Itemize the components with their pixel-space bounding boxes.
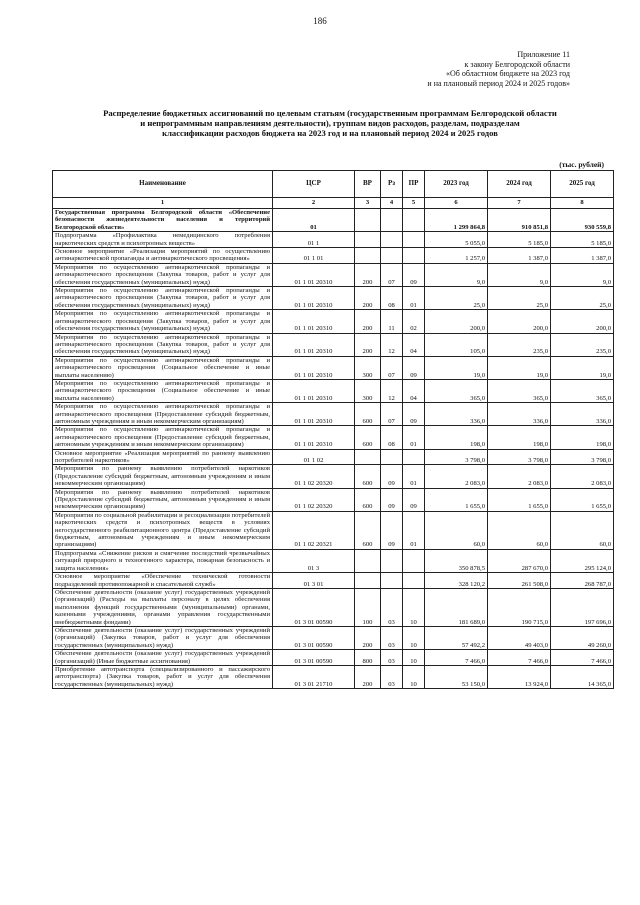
cell-vr: 600 — [355, 465, 381, 488]
cell-csr: 01 1 02 20320 — [273, 488, 355, 511]
cell-2024: 49 403,0 — [488, 626, 551, 649]
cell-vr: 200 — [355, 665, 381, 688]
table-row — [53, 588, 614, 626]
cell-name: Мероприятия по осуществлению антинаркотической пропаганды и антинаркотического просвещения (Предоставление субсидий бюджетным, автономным учреждениям и иным некоммерческим организациям) — [53, 426, 273, 449]
cell-2023: 1 299 864,8 — [425, 209, 488, 232]
cell-2025: 198,0 — [551, 426, 614, 449]
column-number: 2 — [273, 198, 355, 209]
cell-2024: 19,0 — [488, 356, 551, 379]
appendix-line: и на плановый период 2024 и 2025 годов» — [427, 78, 570, 88]
cell-2025: 235,0 — [551, 333, 614, 356]
table-row — [53, 449, 614, 465]
cell-2025: 1 387,0 — [551, 248, 614, 264]
cell-2024: 9,0 — [488, 263, 551, 286]
cell-csr: 01 3 01 00590 — [273, 626, 355, 649]
cell-pr: 10 — [403, 626, 425, 649]
cell-csr: 01 1 01 20310 — [273, 263, 355, 286]
cell-2024: 3 798,0 — [488, 449, 551, 465]
cell-2023: 3 798,0 — [425, 449, 488, 465]
cell-csr: 01 1 01 20310 — [273, 356, 355, 379]
cell-pr — [403, 573, 425, 589]
table-row — [53, 626, 614, 649]
cell-2025: 14 365,0 — [551, 665, 614, 688]
cell-vr: 200 — [355, 626, 381, 649]
cell-2024: 60,0 — [488, 511, 551, 549]
cell-name: Мероприятия по осуществлению антинаркотической пропаганды и антинаркотического просвещения (Закупка товаров, работ и услуг для обеспечения государственных (муниципальных) нужд) — [53, 310, 273, 333]
table-row — [53, 650, 614, 666]
appendix-line: «Об областном бюджете на 2023 год — [446, 69, 570, 78]
appendix-line: Приложение 11 — [517, 50, 570, 59]
cell-name: Основное мероприятие «Обеспечение технической готовности подразделений противопожарной и спасательной служб» — [53, 573, 273, 589]
column-number: 8 — [551, 198, 614, 209]
cell-vr: 200 — [355, 287, 381, 310]
cell-name: Подпрограмма «Профилактика немедицинского потребления наркотических средств и психотропных веществ» — [53, 232, 273, 248]
cell-name: Мероприятия по социальной реабилитации и ресоциализации потребителей наркотических средств и психотропных веществ в условиях негосударственного реабилитационного центра (Предоставление субсидий бюджетным, автономным учреждениям и иным некоммерческим организациям) — [53, 511, 273, 549]
cell-2023: 2 083,0 — [425, 465, 488, 488]
cell-2023: 53 150,0 — [425, 665, 488, 688]
cell-2023: 198,0 — [425, 426, 488, 449]
cell-csr: 01 1 02 20321 — [273, 511, 355, 549]
cell-csr: 01 — [273, 209, 355, 232]
cell-csr: 01 1 02 — [273, 449, 355, 465]
cell-csr: 01 1 01 20310 — [273, 287, 355, 310]
cell-name: Приобретение автотранспорта (специализированного и пассажирского автотранспорта) (Закупка товаров, работ и услуг для обеспечения государственных (муниципальных) нужд) — [53, 665, 273, 688]
cell-2024: 25,0 — [488, 287, 551, 310]
title-line: и непрограммным направлениям деятельности), группам видов расходов, разделам, подразделам — [140, 118, 520, 128]
cell-pr: 10 — [403, 588, 425, 626]
cell-2024: 5 185,0 — [488, 232, 551, 248]
cell-name: Мероприятия по осуществлению антинаркотической пропаганды и антинаркотического просвещения (Закупка товаров, работ и услуг для обеспечения государственных (муниципальных) нужд) — [53, 263, 273, 286]
table-row — [53, 248, 614, 264]
cell-2023: 105,0 — [425, 333, 488, 356]
cell-2025: 19,0 — [551, 356, 614, 379]
cell-2024: 200,0 — [488, 310, 551, 333]
table-row — [53, 511, 614, 549]
table-row — [53, 209, 614, 232]
cell-2023: 25,0 — [425, 287, 488, 310]
cell-2025: 5 185,0 — [551, 232, 614, 248]
header-vr: ВР — [355, 171, 381, 198]
cell-vr: 600 — [355, 403, 381, 426]
cell-2023: 5 055,0 — [425, 232, 488, 248]
cell-2023: 350 878,5 — [425, 549, 488, 572]
column-number: 1 — [53, 198, 273, 209]
cell-2024: 336,0 — [488, 403, 551, 426]
cell-pr: 09 — [403, 488, 425, 511]
cell-2023: 328 120,2 — [425, 573, 488, 589]
cell-2024: 365,0 — [488, 379, 551, 402]
cell-vr: 100 — [355, 588, 381, 626]
cell-rz: 08 — [381, 426, 403, 449]
cell-name: Обеспечение деятельности (оказание услуг) государственных учреждений (организаций) (Закупка товаров, работ и услуг для обеспечения государственных (муниципальных) нужд) — [53, 626, 273, 649]
cell-2023: 57 492,2 — [425, 626, 488, 649]
cell-pr: 09 — [403, 263, 425, 286]
cell-pr: 10 — [403, 665, 425, 688]
cell-name: Подпрограмма «Снижение рисков и смягчение последствий чрезвычайных ситуаций природного и техногенного характера, пожарная безопасность и защита населения» — [53, 549, 273, 572]
cell-rz: 03 — [381, 626, 403, 649]
cell-2025: 25,0 — [551, 287, 614, 310]
cell-vr: 200 — [355, 310, 381, 333]
cell-2023: 19,0 — [425, 356, 488, 379]
table-body — [53, 209, 614, 689]
cell-name: Обеспечение деятельности (оказание услуг) государственных учреждений (организаций) (Иные бюджетные ассигнования) — [53, 650, 273, 666]
header-2025: 2025 год — [551, 171, 614, 198]
cell-pr: 01 — [403, 426, 425, 449]
table-row — [53, 310, 614, 333]
header-csr: ЦСР — [273, 171, 355, 198]
table-row — [53, 549, 614, 572]
cell-rz — [381, 209, 403, 232]
cell-2025: 200,0 — [551, 310, 614, 333]
table-row — [53, 287, 614, 310]
cell-2023: 181 689,0 — [425, 588, 488, 626]
cell-rz: 12 — [381, 379, 403, 402]
column-number: 4 — [381, 198, 403, 209]
column-number: 7 — [488, 198, 551, 209]
cell-pr: 02 — [403, 310, 425, 333]
cell-name: Мероприятия по раннему выявлению потребителей наркотиков (Предоставление субсидий бюджетным, автономным учреждениям и иным некоммерческим организациям) — [53, 488, 273, 511]
cell-pr — [403, 232, 425, 248]
cell-csr: 01 1 02 20320 — [273, 465, 355, 488]
cell-2024: 235,0 — [488, 333, 551, 356]
table-row — [53, 263, 614, 286]
cell-2025: 930 559,8 — [551, 209, 614, 232]
cell-vr: 600 — [355, 488, 381, 511]
cell-rz — [381, 549, 403, 572]
cell-rz: 09 — [381, 511, 403, 549]
column-number: 3 — [355, 198, 381, 209]
cell-2023: 200,0 — [425, 310, 488, 333]
header-row — [53, 171, 614, 198]
cell-2025: 295 124,0 — [551, 549, 614, 572]
cell-2023: 1 655,0 — [425, 488, 488, 511]
cell-2024: 198,0 — [488, 426, 551, 449]
cell-pr: 04 — [403, 379, 425, 402]
cell-name: Мероприятия по осуществлению антинаркотической пропаганды и антинаркотического просвещения (Закупка товаров, работ и услуг для обеспечения государственных (муниципальных) нужд) — [53, 333, 273, 356]
cell-pr: 10 — [403, 650, 425, 666]
table-row — [53, 379, 614, 402]
cell-vr: 200 — [355, 333, 381, 356]
table-row — [53, 488, 614, 511]
cell-name: Мероприятия по раннему выявлению потребителей наркотиков (Предоставление субсидий бюджетным, автономным учреждениям и иным некоммерческим организациям) — [53, 465, 273, 488]
cell-rz: 07 — [381, 263, 403, 286]
cell-vr: 800 — [355, 650, 381, 666]
cell-name: Основное мероприятие «Реализация мероприятий по осуществлению антинаркотической пропаганды и антинаркотического просвещения» — [53, 248, 273, 264]
cell-2025: 49 260,0 — [551, 626, 614, 649]
cell-csr: 01 3 01 21710 — [273, 665, 355, 688]
cell-name: Мероприятия по осуществлению антинаркотической пропаганды и антинаркотического просвещения (Социальное обеспечение и иные выплаты населению) — [53, 356, 273, 379]
cell-name: Государственная программа Белгородской области «Обеспечение безопасности жизнедеятельности населения и территорий Белгородской области» — [53, 209, 273, 232]
cell-rz: 03 — [381, 650, 403, 666]
cell-rz — [381, 573, 403, 589]
cell-rz: 08 — [381, 287, 403, 310]
cell-2025: 268 787,0 — [551, 573, 614, 589]
cell-2024: 287 670,0 — [488, 549, 551, 572]
cell-pr — [403, 209, 425, 232]
cell-pr: 09 — [403, 403, 425, 426]
cell-rz — [381, 248, 403, 264]
table-row — [53, 465, 614, 488]
header-2024: 2024 год — [488, 171, 551, 198]
cell-csr: 01 1 01 20310 — [273, 333, 355, 356]
cell-2023: 336,0 — [425, 403, 488, 426]
table-row — [53, 403, 614, 426]
cell-2025: 7 466,0 — [551, 650, 614, 666]
table-row — [53, 232, 614, 248]
cell-pr: 01 — [403, 287, 425, 310]
column-number: 5 — [403, 198, 425, 209]
cell-vr — [355, 232, 381, 248]
cell-2024: 7 466,0 — [488, 650, 551, 666]
cell-rz: 03 — [381, 665, 403, 688]
cell-2025: 336,0 — [551, 403, 614, 426]
cell-name: Основное мероприятие «Реализация мероприятий по раннему выявлению потребителей наркотиков» — [53, 449, 273, 465]
cell-pr: 09 — [403, 356, 425, 379]
cell-2023: 7 466,0 — [425, 650, 488, 666]
appendix-header — [340, 50, 570, 88]
appendix-line: к закону Белгородской области — [464, 59, 570, 69]
cell-csr: 01 1 01 20310 — [273, 310, 355, 333]
cell-2023: 365,0 — [425, 379, 488, 402]
table-row — [53, 573, 614, 589]
cell-name: Мероприятия по осуществлению антинаркотической пропаганды и антинаркотического просвещения (Закупка товаров, работ и услуг для обеспечения государственных (муниципальных) нужд) — [53, 287, 273, 310]
table-row — [53, 356, 614, 379]
cell-vr: 600 — [355, 511, 381, 549]
cell-name: Мероприятия по осуществлению антинаркотической пропаганды и антинаркотического просвещения (Социальное обеспечение и иные выплаты населению) — [53, 379, 273, 402]
cell-vr — [355, 573, 381, 589]
cell-2025: 60,0 — [551, 511, 614, 549]
cell-vr: 300 — [355, 379, 381, 402]
cell-csr: 01 1 01 20310 — [273, 403, 355, 426]
cell-csr: 01 3 — [273, 549, 355, 572]
cell-rz: 07 — [381, 356, 403, 379]
cell-vr — [355, 248, 381, 264]
header-rz: Рз — [381, 171, 403, 198]
cell-rz: 11 — [381, 310, 403, 333]
cell-2025: 9,0 — [551, 263, 614, 286]
title-line: классификации расходов бюджета на 2023 год и на плановый период 2024 и 2025 годов — [162, 128, 498, 138]
header-name: Наименование — [53, 171, 273, 198]
cell-pr — [403, 449, 425, 465]
column-number-row — [53, 198, 614, 209]
table-row — [53, 333, 614, 356]
cell-pr: 01 — [403, 511, 425, 549]
cell-vr: 300 — [355, 356, 381, 379]
cell-csr: 01 1 — [273, 232, 355, 248]
cell-rz — [381, 232, 403, 248]
cell-rz: 09 — [381, 488, 403, 511]
cell-2025: 3 798,0 — [551, 449, 614, 465]
title-line: Распределение бюджетных ассигнований по целевым статьям (государственным программам Белгородской области — [103, 108, 557, 118]
cell-2023: 60,0 — [425, 511, 488, 549]
cell-pr: 01 — [403, 465, 425, 488]
cell-name: Мероприятия по осуществлению антинаркотической пропаганды и антинаркотического просвещения (Предоставление субсидий бюджетным, автономным учреждениям и иным некоммерческим организациям) — [53, 403, 273, 426]
cell-2024: 261 508,0 — [488, 573, 551, 589]
budget-table — [52, 170, 614, 689]
page-number: 186 — [313, 16, 327, 26]
cell-2024: 2 083,0 — [488, 465, 551, 488]
cell-rz: 12 — [381, 333, 403, 356]
cell-csr: 01 1 01 20310 — [273, 379, 355, 402]
cell-2025: 1 655,0 — [551, 488, 614, 511]
units-label: (тыс. рублей) — [559, 160, 604, 169]
cell-csr: 01 1 01 — [273, 248, 355, 264]
header-pr: ПР — [403, 171, 425, 198]
cell-2023: 9,0 — [425, 263, 488, 286]
cell-vr: 200 — [355, 263, 381, 286]
cell-rz: 07 — [381, 403, 403, 426]
cell-2024: 13 924,0 — [488, 665, 551, 688]
document-title — [80, 108, 580, 138]
cell-csr: 01 3 01 00590 — [273, 588, 355, 626]
cell-rz — [381, 449, 403, 465]
cell-rz: 03 — [381, 588, 403, 626]
cell-vr — [355, 549, 381, 572]
cell-2024: 1 387,0 — [488, 248, 551, 264]
cell-name: Обеспечение деятельности (оказание услуг) государственных учреждений (организаций) (Расходы на выплаты персоналу в целях обеспечения выполнения функций государственными (муниципальными) органами, казенными учреждениями, органами управления государственными внебюджетными фондами) — [53, 588, 273, 626]
cell-csr: 01 1 01 20310 — [273, 426, 355, 449]
cell-2024: 910 851,8 — [488, 209, 551, 232]
cell-2025: 197 696,0 — [551, 588, 614, 626]
cell-pr — [403, 248, 425, 264]
cell-rz: 09 — [381, 465, 403, 488]
cell-pr: 04 — [403, 333, 425, 356]
cell-2024: 1 655,0 — [488, 488, 551, 511]
cell-csr: 01 3 01 00590 — [273, 650, 355, 666]
cell-pr — [403, 549, 425, 572]
cell-csr: 01 3 01 — [273, 573, 355, 589]
cell-2025: 365,0 — [551, 379, 614, 402]
column-number: 6 — [425, 198, 488, 209]
cell-vr — [355, 449, 381, 465]
table-row — [53, 665, 614, 688]
cell-2025: 2 083,0 — [551, 465, 614, 488]
cell-2023: 1 257,0 — [425, 248, 488, 264]
cell-vr — [355, 209, 381, 232]
table-row — [53, 426, 614, 449]
cell-2024: 190 715,0 — [488, 588, 551, 626]
header-2023: 2023 год — [425, 171, 488, 198]
cell-vr: 600 — [355, 426, 381, 449]
